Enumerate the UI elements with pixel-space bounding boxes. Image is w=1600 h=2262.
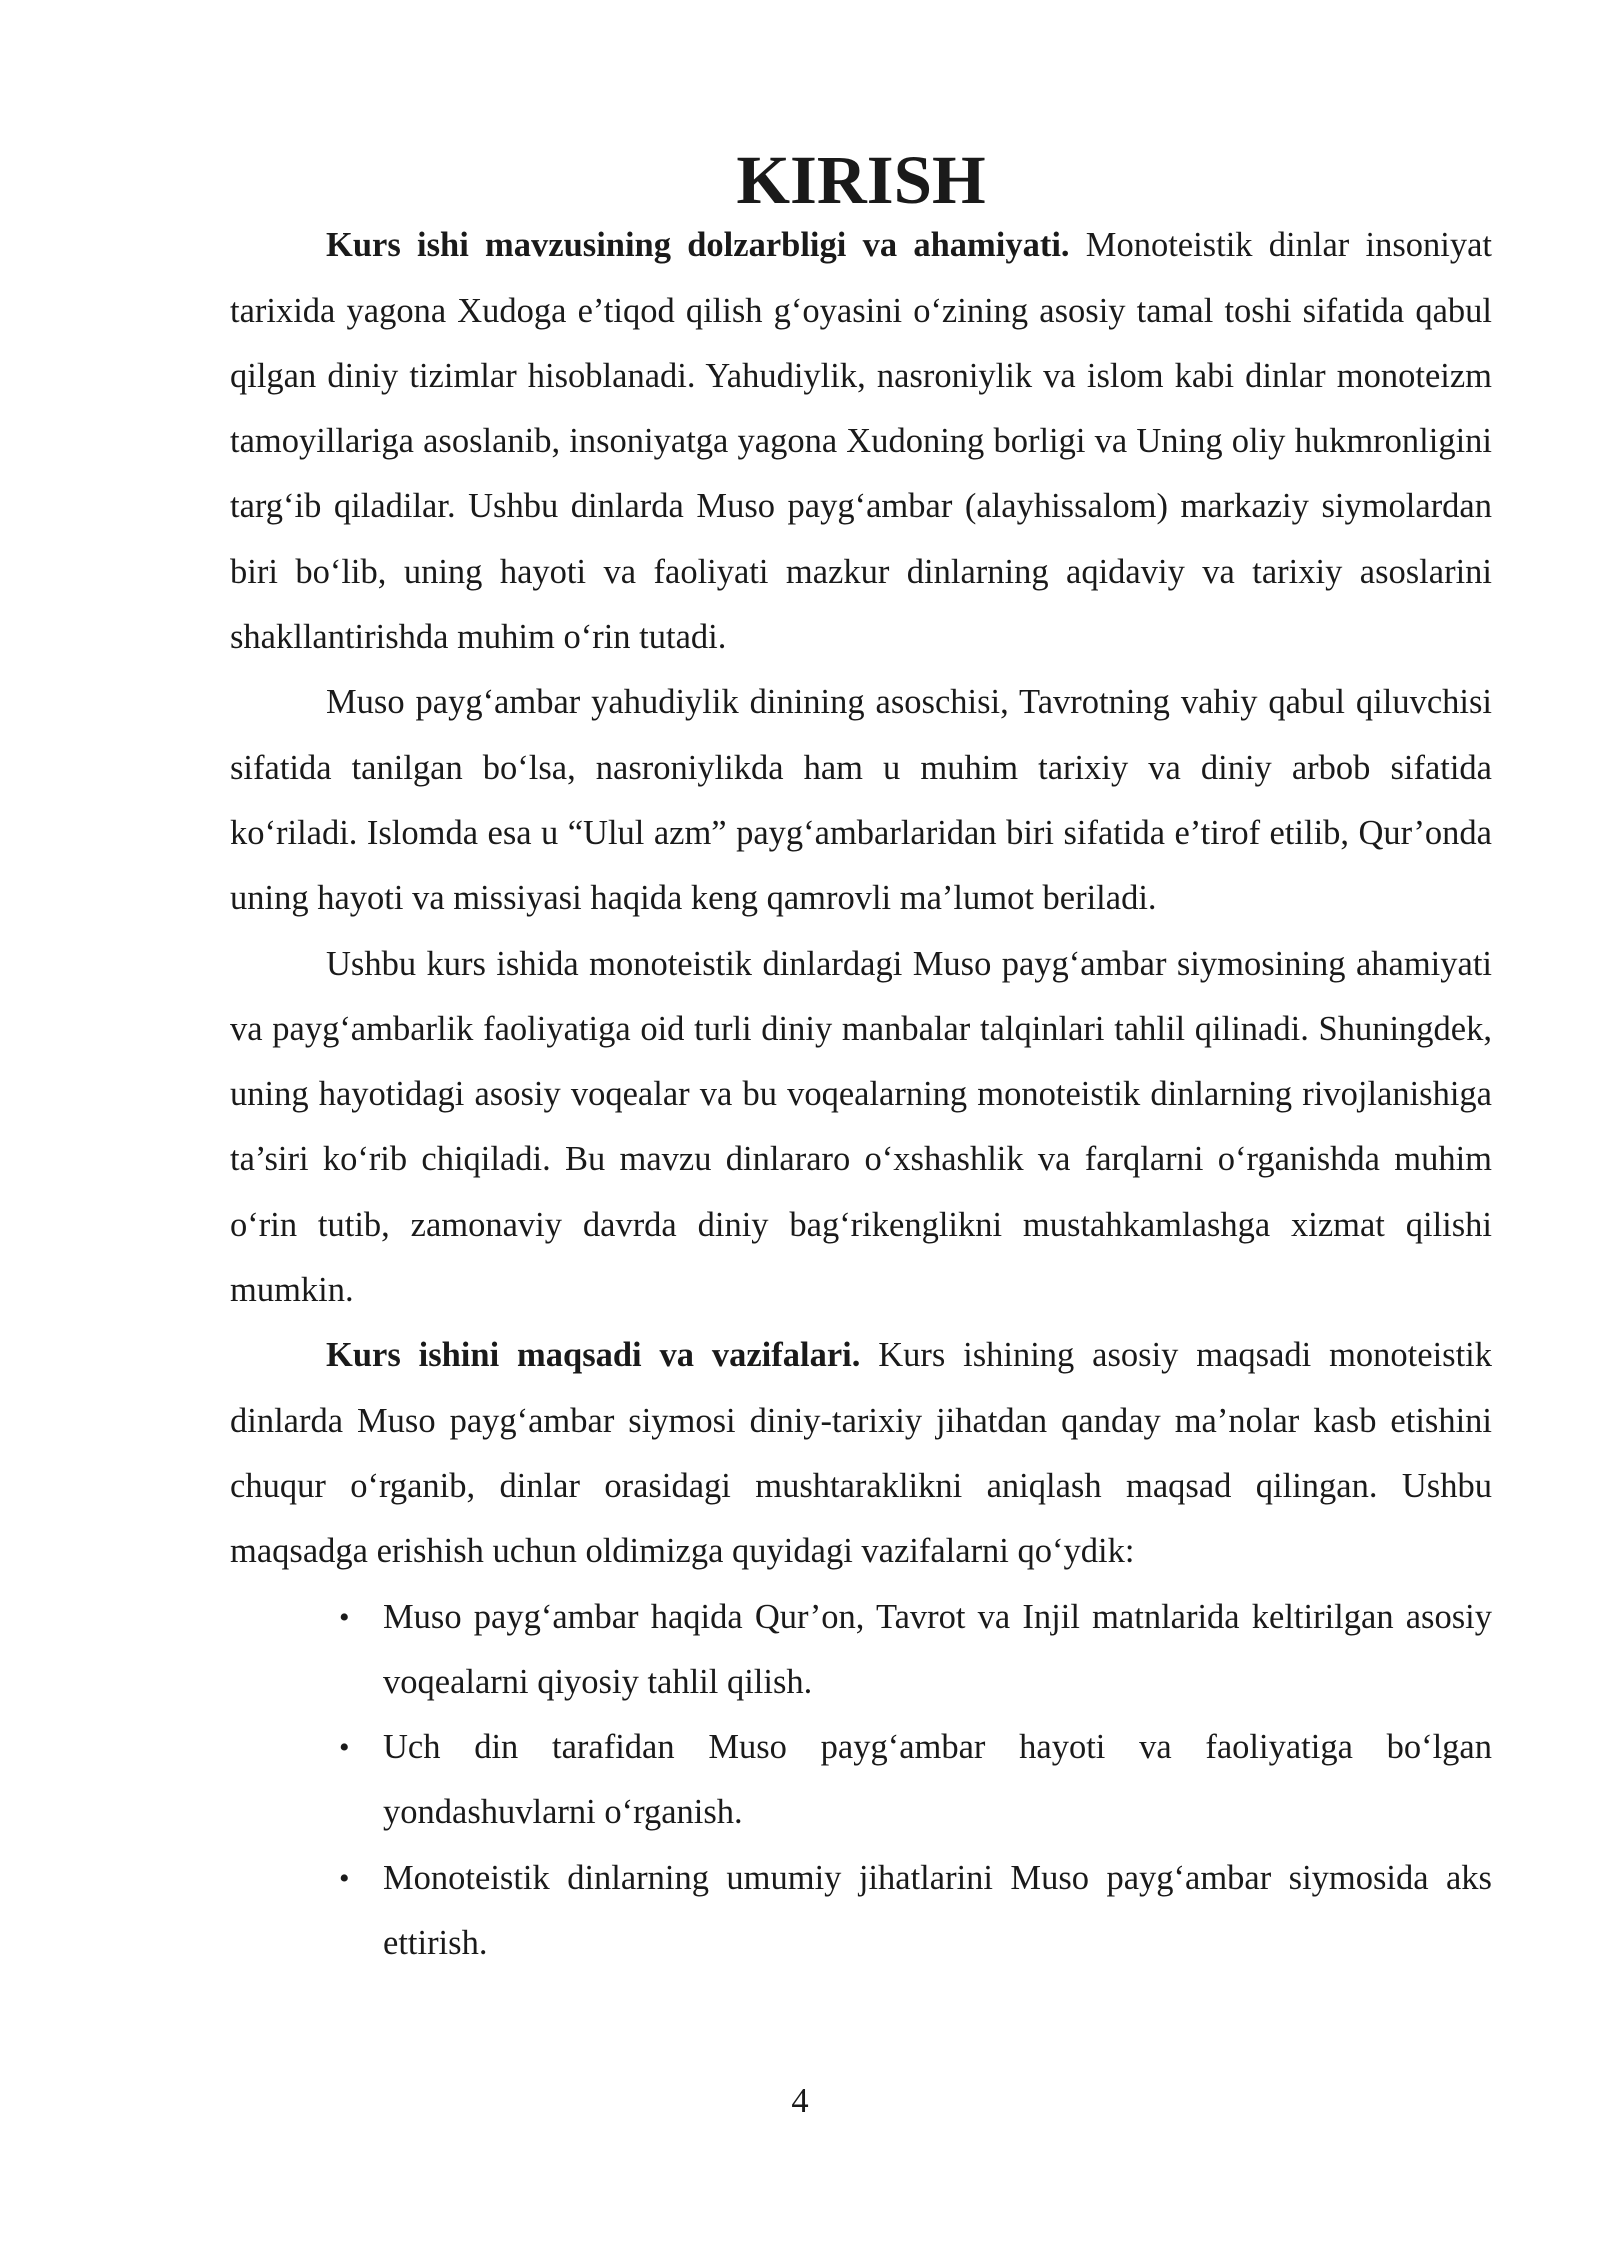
list-item-text: Muso payg‘ambar haqida Qur’on, Tavrot va Injil matnlarida keltirilgan asosiy voqealarni qiyosiy tahlil qilish. bbox=[383, 1597, 1492, 1701]
paragraph-musa-role-text: Muso payg‘ambar yahudiylik dinining asoschisi, Tavrotning vahiy qabul qiluvchisi sifatida tanilgan bo‘lsa, nasroniylikda ham u muhim tarixiy va diniy arbob sifatida ko‘riladi. Islomda esa u “Ulul azm” payg‘ambarlaridan biri sifatida e’tirof etilib, Qur’onda uning hayoti va missiyasi haqida keng qamrovli ma’lumot beriladi. bbox=[230, 683, 1492, 918]
section-heading: KIRISH bbox=[736, 142, 986, 218]
list-item bbox=[339, 1846, 1492, 1977]
paragraph-relevance-text: Monoteistik dinlar insoniyat tarixida yagona Xudoga e’tiqod qilish g‘oyasini o‘zining asosiy tamal toshi sifatida qabul qilgan diniy tizimlar hisoblanadi. Yahudiylik, nasroniylik va islom kabi dinlar monoteizm tamoyillariga asoslanib, insoniyatga yagona Xudoning borligi va Uning oliy hukmronligini targ‘ib qiladilar. Ushbu dinlarda Muso payg‘ambar (alayhissalom) markaziy siymolardan biri bo‘lib, uning hayoti va faoliyati mazkur dinlarning aqidaviy va tarixiy asoslarini shakllantirishda muhim o‘rin tutadi. bbox=[230, 226, 1492, 657]
list-item bbox=[339, 1585, 1492, 1716]
bullet-icon: • bbox=[339, 1600, 350, 1634]
paragraph-relevance-lead: Kurs ishi mavzusining dolzarbligi va ahamiyati. bbox=[326, 226, 1070, 265]
paragraph-relevance bbox=[230, 213, 1492, 670]
paragraph-course-scope bbox=[230, 932, 1492, 1324]
paragraph-goals-text: Kurs ishining asosiy maqsadi monoteistik dinlarda Muso payg‘ambar siymosi diniy-tarixiy jihatdan qanday ma’nolar kasb etishini chuqur o‘rganib, dinlar orasidagi mushtaraklikni aniqlash maqsad qilingan. Ushbu maqsadga erishish uchun oldimizga quyidagi vazifalarni qo‘ydik: bbox=[230, 1336, 1492, 1571]
paragraph-goals bbox=[230, 1323, 1492, 1584]
paragraph-course-scope-text: Ushbu kurs ishida monoteistik dinlardagi Muso payg‘ambar siymosining ahamiyati va payg‘ambarlik faoliyatiga oid turli diniy manbalar talqinlari tahlil qilinadi. Shuningdek, uning hayotidagi asosiy voqealar va bu voqealarning monoteistik dinlarning rivojlanishiga ta’siri ko‘rib chiqiladi. Bu mavzu dinlararo o‘xshashlik va farqlarni o‘rganishda muhim o‘rin tutib, zamonaviy davrda diniy bag‘rikenglikni mustahkamlashga xizmat qilishi mumkin. bbox=[230, 944, 1492, 1310]
bullet-icon: • bbox=[339, 1731, 350, 1765]
document-page bbox=[230, 142, 1492, 1976]
tasks-list bbox=[230, 1585, 1492, 1977]
page-number: 4 bbox=[791, 2082, 809, 2120]
bullet-icon: • bbox=[339, 1861, 350, 1895]
list-item-text: Uch din tarafidan Muso payg‘ambar hayoti va faoliyatiga bo‘lgan yondashuvlarni o‘rganish. bbox=[383, 1728, 1492, 1832]
paragraph-goals-lead: Kurs ishini maqsadi va vazifalari. bbox=[326, 1336, 861, 1375]
list-item bbox=[339, 1715, 1492, 1846]
paragraph-musa-role bbox=[230, 670, 1492, 931]
list-item-text: Monoteistik dinlarning umumiy jihatlarini Muso payg‘ambar siymosida aks ettirish. bbox=[383, 1858, 1492, 1963]
